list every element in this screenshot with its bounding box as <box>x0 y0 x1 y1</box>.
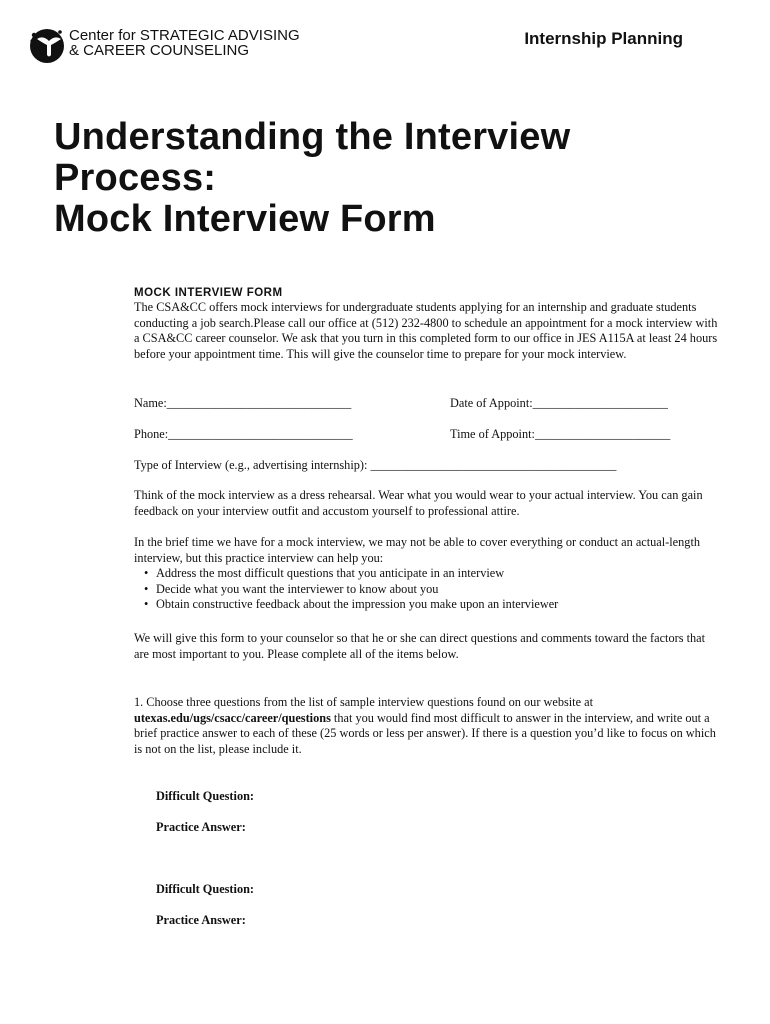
logo-text <box>69 28 300 58</box>
title-line-2: Process: <box>54 157 217 199</box>
practice-answer-label-2: Practice Answer: <box>156 913 246 927</box>
benefit-list <box>134 566 720 613</box>
title-line-3: Mock Interview Form <box>54 198 436 240</box>
rehearsal-paragraph: Think of the mock interview as a dress rehearsal. Wear what you would wear to your actual interview. You can gain feedback on your interview outfit and accustom yourself to professional attire. <box>134 488 703 518</box>
list-item: • Address the most difficult questions that you anticipate in an interview <box>144 566 720 582</box>
csacc-logo <box>29 27 329 69</box>
intro-paragraph: The CSA&CC offers mock interviews for undergraduate students applying for an internship and graduate students conducting a job search.Please call our office at (512) 232-4800 to schedule an appointment for a mock interview with a CSA&CC career counselor. We ask that you turn in this completed form to our office in JES A115A at least 24 hours before your appointment time. This will give the counselor time to prepare for your mock interview. <box>134 300 718 361</box>
longhorn-logo-icon <box>29 27 69 65</box>
practice-answer-label-1: Practice Answer: <box>156 820 246 834</box>
q1-rest: that you would find most difficult to answer in the interview, and write out a brief practice answer to each of these (25 words or less per answer). If there is a question you’d like to focus on which is not on the list, please include it. <box>134 710 716 756</box>
form-heading: MOCK INTERVIEW FORM <box>134 287 283 299</box>
difficult-question-label-1: Difficult Question: <box>156 789 255 803</box>
question-1-text <box>134 695 720 757</box>
website-link[interactable]: utexas.edu/ugs/csacc/career/questions <box>134 710 331 725</box>
phone-field[interactable]: Phone:______________________________ <box>134 427 353 441</box>
title-line-1: Understanding the Interview <box>54 116 571 158</box>
counselor-block <box>134 631 720 662</box>
form-intro-block <box>134 286 720 362</box>
counselor-paragraph: We will give this form to your counselor so that he or she can direct questions and comments toward the factors that are most important to you. Please complete all of the items below. <box>134 631 706 661</box>
time-field[interactable]: Time of Appoint:______________________ <box>450 427 671 441</box>
list-item: • Obtain constructive feedback about the impression you make upon an interviewer <box>144 597 720 613</box>
logo-line-1: Center for STRATEGIC ADVISING <box>69 27 300 44</box>
name-date-row <box>134 396 724 412</box>
logo-line-2: & CAREER COUNSELING <box>69 42 250 59</box>
difficult-question-label-2: Difficult Question: <box>156 882 255 896</box>
q1-intro: 1. Choose three questions from the list of sample interview questions found on our website at <box>134 695 594 709</box>
section-tag: Internship Planning <box>524 29 683 48</box>
question-1-block <box>134 695 720 757</box>
name-field[interactable]: Name:______________________________ <box>134 396 352 410</box>
brief-paragraph: In the brief time we have for a mock interview, we may not be able to cover everything or conduct an actual-length interview, but this practice interview can help you: <box>134 535 701 565</box>
phone-time-row <box>134 427 724 443</box>
date-field[interactable]: Date of Appoint:______________________ <box>450 396 668 410</box>
rehearsal-block <box>134 488 720 519</box>
list-item: • Decide what you want the interviewer to know about you <box>144 582 720 598</box>
page-title <box>54 117 570 240</box>
interview-type-field[interactable]: Type of Interview (e.g., advertising internship): ________________________________________ <box>134 458 617 472</box>
brief-block <box>134 535 720 613</box>
type-row <box>134 458 724 474</box>
